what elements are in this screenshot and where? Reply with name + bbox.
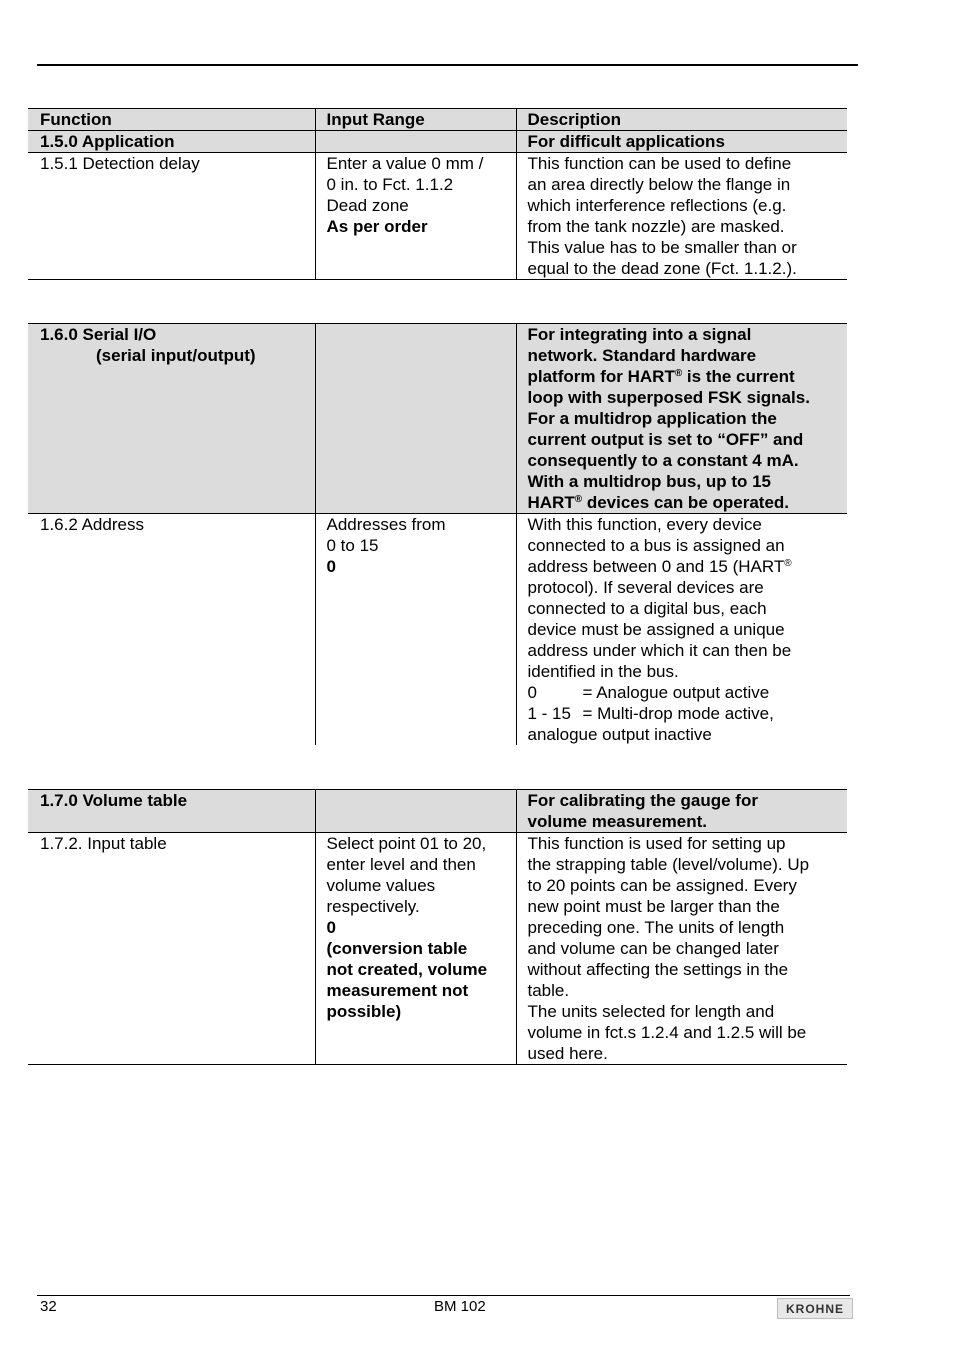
svg-text:KROHNE: KROHNE bbox=[785, 1302, 845, 1316]
section-row-volume bbox=[28, 790, 847, 833]
description-cell: This function can be used to define an area directly below the flange in which interference reflections (e.g. from the tank nozzle) are masked. This value has to be smaller than or equal to the dead zone (Fct. 1.1.2.). bbox=[516, 153, 847, 280]
header-input-range: Input Range bbox=[315, 109, 516, 131]
krohne-logo bbox=[777, 1298, 853, 1319]
input-range-cell: Addresses from 0 to 15 0 bbox=[315, 514, 516, 746]
document-code: BM 102 bbox=[434, 1298, 486, 1315]
function-table-application bbox=[28, 108, 847, 280]
section-title: 1.7.0 Volume table bbox=[28, 790, 315, 833]
default-value: 0 bbox=[326, 918, 336, 937]
top-rule bbox=[37, 64, 858, 66]
input-range-cell: Select point 01 to 20, enter level and then volume values respectively. 0 (conversion table not created, volume measurement not possible) bbox=[315, 833, 516, 1065]
section-description: For integrating into a signal network. Standard hardware platform for HART® is the current loop with superposed FSK signals. For a multidrop application the current output is set to “OFF” and consequently to a constant 4 mA. With a multidrop bus, up to 15 HART® devices can be operated. bbox=[516, 324, 847, 514]
section-description: For difficult applications bbox=[516, 131, 847, 153]
description-cell: With this function, every device connected to a bus is assigned an address between 0 and 15 (HART® protocol). If several devices are connected to a digital bus, each device must be assigned a unique address under which it can then be identified in the bus. 0 = Analogue output active 1 - 15 = Multi-drop mode active, analogue output inactive bbox=[516, 514, 847, 746]
section-row-serial bbox=[28, 324, 847, 514]
page-number: 32 bbox=[40, 1298, 57, 1315]
input-range-cell: Enter a value 0 mm / 0 in. to Fct. 1.1.2 Dead zone As per order bbox=[315, 153, 516, 280]
section-description: For calibrating the gauge for volume measurement. bbox=[516, 790, 847, 833]
function-label: 1.6.2 Address bbox=[28, 514, 315, 746]
description-cell: This function is used for setting up the strapping table (level/volume). Up to 20 points can be assigned. Every new point must be larger than the preceding one. The units of length and volume can be changed later without affecting the settings in the table. The units selected for length and volume in fct.s 1.2.4 and 1.2.5 will be used here. bbox=[516, 833, 847, 1065]
default-value: As per order bbox=[326, 217, 428, 236]
option-multidrop: 1 - 15 = Multi-drop mode active, bbox=[527, 704, 774, 723]
registered-mark: ® bbox=[574, 494, 583, 505]
header-description: Description bbox=[516, 109, 847, 131]
function-label: 1.7.2. Input table bbox=[28, 833, 315, 1065]
function-table-serial bbox=[28, 323, 847, 745]
section-title: 1.5.0 Application bbox=[28, 131, 315, 153]
registered-mark: ® bbox=[784, 558, 792, 569]
table-row-address bbox=[28, 514, 847, 746]
header-function: Function bbox=[28, 109, 315, 131]
table-header-row bbox=[28, 109, 847, 131]
section-title: 1.6.0 Serial I/O (serial input/output) bbox=[28, 324, 315, 514]
function-label: 1.5.1 Detection delay bbox=[28, 153, 315, 280]
default-value: 0 bbox=[326, 557, 336, 576]
option-analogue: 0 = Analogue output active bbox=[527, 683, 770, 702]
table-row-input-table bbox=[28, 833, 847, 1065]
registered-mark: ® bbox=[674, 368, 683, 379]
function-table-volume bbox=[28, 789, 847, 1065]
footer-rule bbox=[37, 1295, 850, 1296]
krohne-logo-icon bbox=[780, 1301, 850, 1316]
table-row-detection-delay bbox=[28, 153, 847, 280]
section-row-application bbox=[28, 131, 847, 153]
